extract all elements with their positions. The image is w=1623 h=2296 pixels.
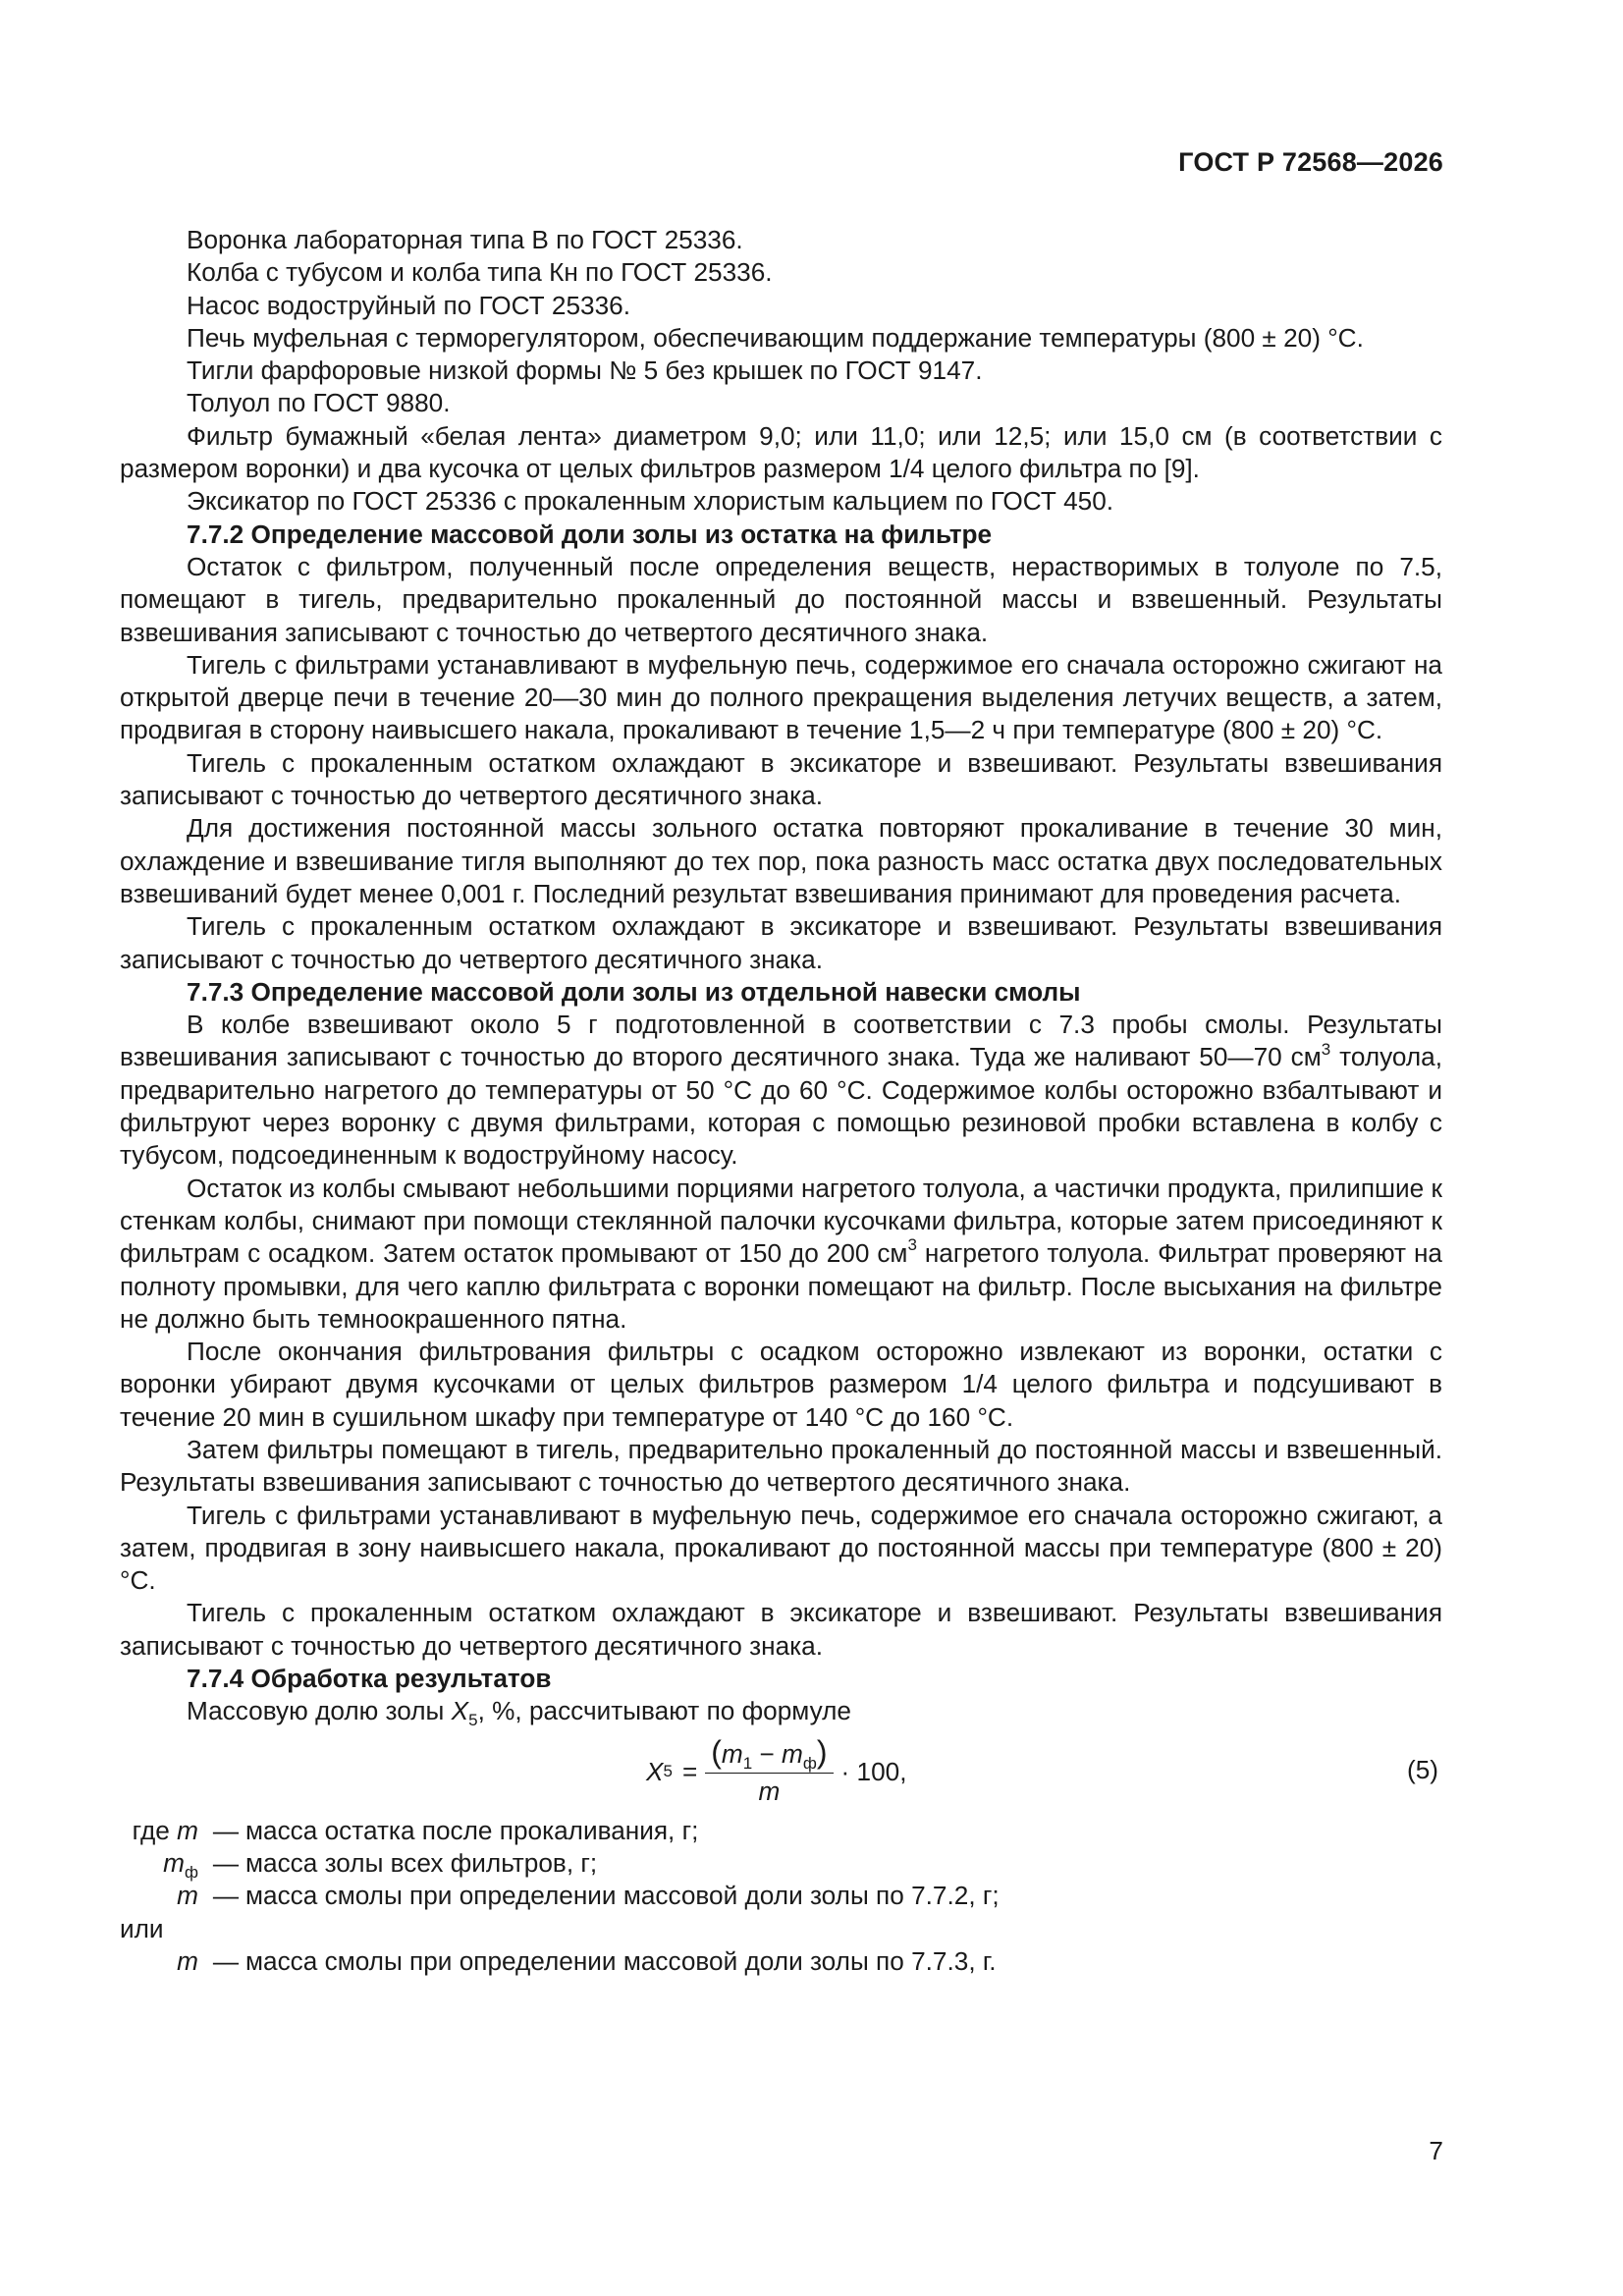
paragraph: Тигель с фильтрами устанавливают в муфельную печь, содержимое его сначала осторожно сжигают, а затем, продвигая в зону наивысшего накала, прокаливают до постоянной массы при температуре (800 ± 20) °С. — [120, 1500, 1442, 1596]
legend-row — [120, 1847, 1442, 1883]
legend-variable: m — [163, 1847, 185, 1878]
legend-dash: — — [212, 1945, 240, 1976]
equation-number: (5) — [1406, 1754, 1438, 1784]
equipment-item: Колба с тубусом и колба типа Кн по ГОСТ 25336. — [187, 257, 773, 288]
paragraph: Тигель с прокаленным остатком охлаждают в эксикаторе и взвешивают. Результаты взвешивания записывают с точностью до четвертого десятичного знака. — [120, 911, 1442, 974]
legend-row — [120, 1880, 1442, 1912]
equals-sign: = — [681, 1756, 698, 1786]
formula-variable: m — [721, 1738, 743, 1769]
superscript: 3 — [907, 1235, 917, 1255]
section-7-7-4-heading: 7.7.4 Обработка результатов — [187, 1664, 552, 1694]
legend-variable: m — [177, 1815, 198, 1845]
formula-intro — [120, 1695, 1442, 1730]
legend-symbol — [120, 1945, 206, 1978]
paragraph-text: Массовую долю золы — [187, 1696, 452, 1726]
equipment-item: Толуол по ГОСТ 9880. — [187, 388, 451, 418]
formula-multiplier: · 100, — [840, 1756, 907, 1786]
section-7-7-2-heading: 7.7.2 Определение массовой доли золы из остатка на фильтре — [187, 519, 993, 549]
legend-row — [120, 1815, 1442, 1847]
superscript: 3 — [1321, 1039, 1331, 1059]
equipment-item: Насос водоструйный по ГОСТ 25336. — [187, 290, 631, 320]
legend-text: масса золы всех фильтров, г; — [245, 1847, 598, 1878]
equipment-item: Эксикатор по ГОСТ 25336 с прокаленным хлористым кальцием по ГОСТ 450. — [187, 486, 1114, 517]
paragraph-text: В колбе взвешивают около 5 г подготовленной в соответствии с 7.3 пробы смолы. Результаты взвешивания записывают с точностью до второго десятичного знака. Туда же наливают 50—70 см — [120, 1010, 1442, 1072]
legend-dash: — — [212, 1881, 240, 1911]
equipment-item: Тигли фарфоровые низкой формы № 5 без крышек по ГОСТ 9147. — [187, 355, 983, 386]
fraction — [705, 1733, 833, 1809]
paragraph: Остаток с фильтром, полученный после определения веществ, нерастворимых в толуоле по 7.5, помещают в тигель, предварительно прокаленный до постоянной массы и взвешенный. Результаты взвешивания записывают с точностью до четвертого десятичного знака. — [120, 551, 1442, 647]
paragraph-text: Остаток из колбы смывают небольшими порциями нагретого толуола, а частички продукта, прилипшие к стенкам колбы, снимают при помощи стеклянной палочки кусочками фильтра, которые затем присоединяют к фильтрам с осадком. Затем остаток промывают от 150 до 200 см — [120, 1173, 1442, 1269]
legend-variable: m — [177, 1945, 198, 1976]
legend-text: масса смолы при определении массовой доли золы по 7.7.3, г. — [245, 1945, 997, 1976]
paragraph: Затем фильтры помещают в тигель, предварительно прокаленный до постоянной массы и взвешенный. Результаты взвешивания записывают с точностью до четвертого десятичного знака. — [120, 1434, 1442, 1498]
paragraph-text: , %, рассчитывают по формуле — [477, 1696, 851, 1726]
legend-where: где — [132, 1815, 170, 1845]
section-7-7-3-heading: 7.7.3 Определение массовой доли золы из отдельной навески смолы — [187, 976, 1081, 1007]
paragraph: Тигель с прокаленным остатком охлаждают в эксикаторе и взвешивают. Результаты взвешивания записывают с точностью до четвертого десятичного знака. — [120, 1598, 1442, 1661]
legend-or: или — [120, 1913, 164, 1943]
legend-dash: — — [212, 1847, 240, 1878]
formula-variable: m — [758, 1776, 781, 1806]
formula-legend — [120, 1815, 1442, 1978]
legend-symbol — [120, 1847, 206, 1883]
paragraph-text: нагретого толуола. Фильтрат проверяют на полноту промывки, для чего каплю фильтрата с воронки помещают на фильтр. После высыхания на фильтре не должно быть темноокрашенного пятна. — [120, 1238, 1442, 1334]
legend-variable: m — [177, 1881, 198, 1911]
legend-symbol — [120, 1880, 206, 1912]
paragraph: После окончания фильтрования фильтры с осадком осторожно извлекают из воронки, остатки с воронки убирают двумя кусочками от целых фильтров размером 1/4 целого фильтра и подсушивают в течение 20 мин в сушильном шкафу при температуре от 140 °С до 160 °С. — [120, 1337, 1442, 1432]
formula: X 5 = $\frac{(m_1 - m_ф)}{m}$ · 100, — [646, 1736, 907, 1809]
legend-symbol — [120, 1815, 206, 1847]
formula-variable: X — [646, 1756, 664, 1786]
subscript: 1 — [742, 1753, 753, 1773]
denominator — [758, 1774, 780, 1808]
subscript: 5 — [468, 1711, 478, 1730]
page-number: 7 — [1429, 2136, 1443, 2165]
subscript: ф — [802, 1753, 817, 1773]
equipment-item: Фильтр бумажный «белая лента» диаметром 9,0; или 11,0; или 12,5; или 15,0 см (в соответствии с размером воронки) и два кусочка от целых фильтров размером 1/4 целого фильтра по [9]. — [120, 420, 1442, 484]
document-header: ГОСТ Р 72568—2026 — [1178, 147, 1443, 177]
equipment-item: Печь муфельная с терморегулятором, обеспечивающим поддержание температуры (800 ± 20) °С. — [187, 322, 1364, 353]
paragraph: Для достижения постоянной массы зольного остатка повторяют прокаливание в течение 30 мин, охлаждение и взвешивание тигля выполняют до тех пор, пока разность масс остатка двух последовательных взвешиваний будет менее 0,001 г. Последний результат взвешивания принимают для проведения расчета. — [120, 813, 1442, 908]
formula-variable: m — [782, 1738, 803, 1769]
paragraph: Тигель с фильтрами устанавливают в муфельную печь, содержимое его сначала осторожно сжигают на открытой дверце печи в течение 20—30 мин до полного прекращения выделения летучих веществ, а затем, продвигая в сторону наивысшего накала, прокаливают в течение 1,5—2 ч при температуре (800 ± 20) °С. — [120, 649, 1442, 745]
paragraph — [120, 1009, 1442, 1172]
paragraph — [120, 1173, 1442, 1336]
legend-row — [120, 1945, 1442, 1978]
legend-dash: — — [212, 1815, 240, 1845]
variable: X — [451, 1696, 469, 1726]
formula-block — [120, 1730, 1442, 1811]
equipment-item: Воронка лабораторная типа В по ГОСТ 25336. — [187, 225, 743, 254]
paragraph-text: толуола, предварительно нагретого до температуры от 50 °С до 60 °С. Содержимое колбы осторожно взбалтывают и фильтруют через воронку с двумя фильтрами, которая с помощью резиновой пробки вставлена в колбу с тубусом, подсоединенным к водоструйному насосу. — [120, 1042, 1442, 1171]
minus-sign: − — [759, 1738, 775, 1769]
subscript: ф — [185, 1863, 198, 1883]
equipment-list — [120, 224, 1442, 519]
paragraph: Тигель с прокаленным остатком охлаждают в эксикаторе и взвешивают. Результаты взвешивания записывают с точностью до четвертого десятичного знака. — [120, 747, 1442, 811]
legend-text: масса остатка после прокаливания, г; — [245, 1815, 699, 1845]
document-body — [120, 224, 1442, 1978]
numerator: $(m_1 - m_ф)$ — [705, 1736, 833, 1774]
legend-text: масса смолы при определении массовой доли золы по 7.7.2, г; — [245, 1881, 1000, 1911]
